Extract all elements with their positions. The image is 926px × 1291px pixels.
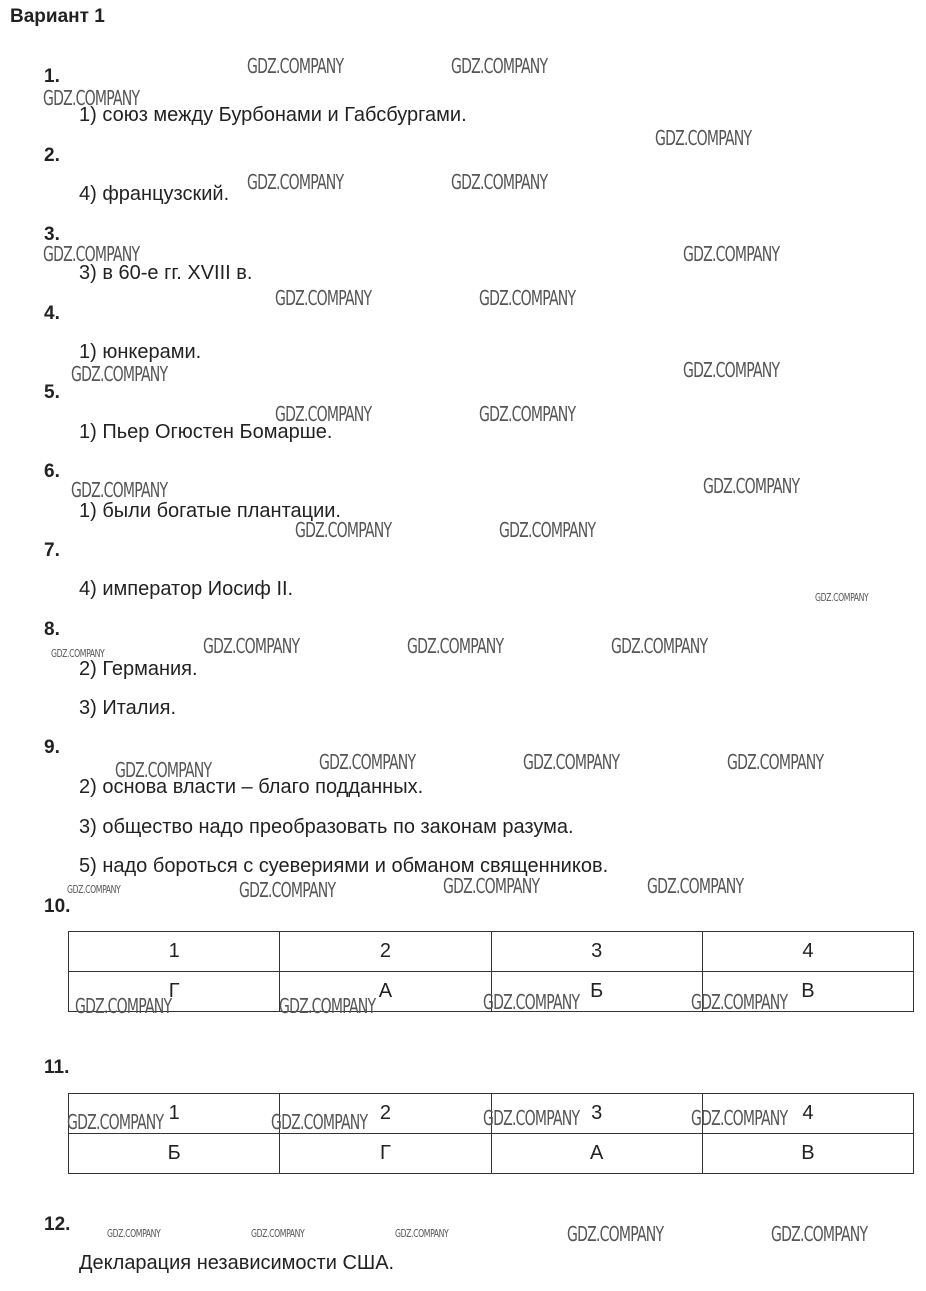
question-number: 3. (44, 224, 60, 245)
question-number: 1. (44, 66, 60, 87)
watermark: GDZ.COMPANY (483, 1106, 580, 1130)
watermark: GDZ.COMPANY (655, 126, 752, 150)
answer-text: 1) были богатые плантации. (79, 500, 341, 522)
watermark: GDZ.COMPANY (683, 242, 780, 266)
question-number: 4. (44, 303, 60, 324)
watermark: GDZ.COMPANY (75, 994, 172, 1018)
question-number: 9. (44, 737, 60, 758)
watermark: GDZ.COMPANY (611, 634, 708, 658)
answer-text: Декларация независимости США. (79, 1252, 395, 1274)
watermark: GDZ.COMPANY (499, 518, 596, 542)
watermark: GDZ.COMPANY (67, 1110, 164, 1134)
watermark: GDZ.COMPANY (67, 883, 121, 896)
question-number: 5. (44, 382, 60, 403)
answer-text: 2) Германия. (79, 658, 198, 680)
watermark: GDZ.COMPANY (43, 86, 140, 110)
question-number: 2. (44, 145, 60, 166)
watermark: GDZ.COMPANY (247, 54, 344, 78)
table-cell: Б (491, 972, 702, 1012)
watermark: GDZ.COMPANY (727, 750, 824, 774)
watermark: GDZ.COMPANY (771, 1222, 868, 1246)
table-cell: Г (69, 972, 280, 1012)
table-cell: 1 (69, 1094, 280, 1134)
answer-text: 1) юнкерами. (79, 341, 202, 363)
watermark: GDZ.COMPANY (567, 1222, 664, 1246)
answer-text: 3) общество надо преобразовать по законам разума. (79, 816, 574, 838)
watermark: GDZ.COMPANY (815, 591, 869, 604)
watermark: GDZ.COMPANY (703, 474, 800, 498)
watermark: GDZ.COMPANY (275, 402, 372, 426)
watermark: GDZ.COMPANY (115, 758, 212, 782)
watermark: GDZ.COMPANY (683, 358, 780, 382)
watermark: GDZ.COMPANY (395, 1227, 449, 1240)
question-number: 8. (44, 619, 60, 640)
table-cell: 2 (280, 1094, 491, 1134)
watermark: GDZ.COMPANY (43, 242, 140, 266)
answer-text: 5) надо бороться с суевериями и обманом священников. (79, 855, 609, 877)
watermark: GDZ.COMPANY (239, 878, 336, 902)
watermark: GDZ.COMPANY (479, 286, 576, 310)
table-cell: А (491, 1134, 702, 1174)
watermark: GDZ.COMPANY (451, 54, 548, 78)
watermark: GDZ.COMPANY (247, 170, 344, 194)
table-cell: 2 (280, 932, 491, 972)
question-number: 12. (44, 1214, 71, 1235)
answer-text: 1) союз между Бурбонами и Габсбургами. (79, 104, 467, 126)
table-cell: 1 (69, 932, 280, 972)
answer-text: 4) император Иосиф II. (79, 578, 294, 600)
table-cell: В (702, 1134, 913, 1174)
watermark: GDZ.COMPANY (107, 1227, 161, 1240)
watermark: GDZ.COMPANY (295, 518, 392, 542)
watermark: GDZ.COMPANY (203, 634, 300, 658)
watermark: GDZ.COMPANY (479, 402, 576, 426)
answer-text: 4) французский. (79, 183, 230, 205)
watermark: GDZ.COMPANY (251, 1227, 305, 1240)
answer-text: 2) основа власти – благо подданных. (79, 776, 424, 798)
table-cell: В (702, 972, 913, 1012)
table-cell: А (280, 972, 491, 1012)
question-number: 6. (44, 461, 60, 482)
question-number: 7. (44, 540, 60, 561)
question-number: 10. (44, 896, 71, 917)
watermark: GDZ.COMPANY (271, 1110, 368, 1134)
table-cell: 4 (702, 1094, 913, 1134)
answer-text: 1) Пьер Огюстен Бомарше. (79, 421, 333, 443)
watermark: GDZ.COMPANY (483, 990, 580, 1014)
table-cell: 3 (491, 932, 702, 972)
table-header-row (69, 932, 914, 972)
watermark: GDZ.COMPANY (407, 634, 504, 658)
table-cell: 4 (702, 932, 913, 972)
watermark: GDZ.COMPANY (71, 362, 168, 386)
watermark: GDZ.COMPANY (51, 647, 105, 660)
answer-text: 3) в 60-е гг. XVIII в. (79, 262, 253, 284)
watermark: GDZ.COMPANY (71, 478, 168, 502)
table-cell: Б (69, 1134, 280, 1174)
watermark: GDZ.COMPANY (279, 994, 376, 1018)
table-cell: 3 (491, 1094, 702, 1134)
watermark: GDZ.COMPANY (443, 874, 540, 898)
watermark: GDZ.COMPANY (523, 750, 620, 774)
watermark: GDZ.COMPANY (691, 1106, 788, 1130)
watermark: GDZ.COMPANY (691, 990, 788, 1014)
watermark: GDZ.COMPANY (319, 750, 416, 774)
watermark: GDZ.COMPANY (647, 874, 744, 898)
answer-text: 3) Италия. (79, 697, 177, 719)
variant-title: Вариант 1 (10, 6, 105, 27)
question-number: 11. (44, 1057, 70, 1078)
watermark: GDZ.COMPANY (275, 286, 372, 310)
table-cell: Г (280, 1134, 491, 1174)
table-row (69, 1134, 914, 1174)
watermark: GDZ.COMPANY (451, 170, 548, 194)
